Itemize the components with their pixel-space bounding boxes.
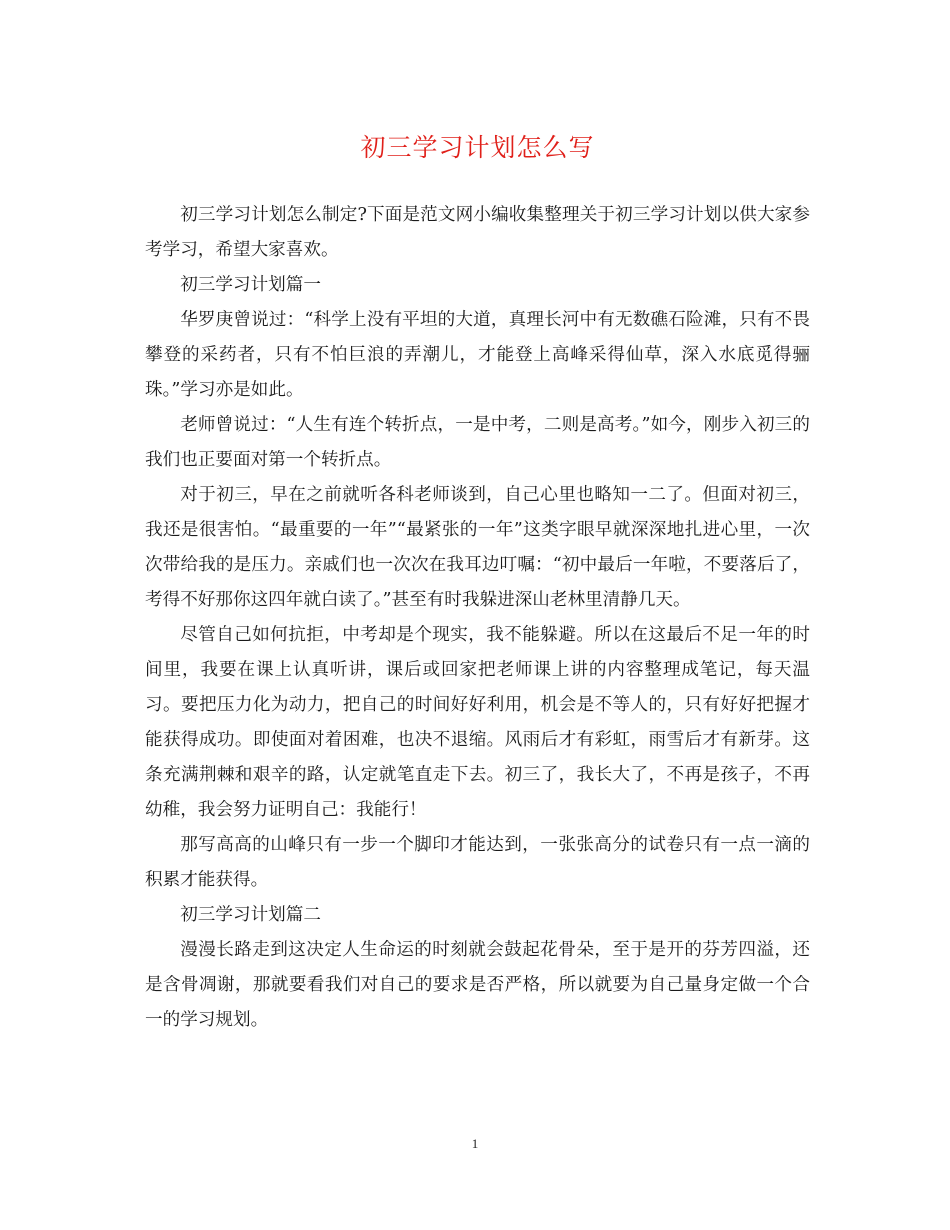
page-number: 1 — [471, 1136, 479, 1151]
document-body — [145, 198, 810, 1038]
section-heading-part-one: 初三学习计划篇一 — [180, 275, 321, 295]
section-heading-part-two: 初三学习计划篇二 — [180, 905, 321, 925]
paragraph-quote-hua-luogeng: 华罗庚曾说过：“科学上没有平坦的大道，真理长河中有无数礁石险滩，只有不畏攀登的采药者，只有不怕巨浪的弄潮儿，才能登上高峰采得仙草，深入水底觅得骊珠。”学习亦是如此。 — [145, 310, 810, 400]
paragraph-intro: 初三学习计划怎么制定?下面是范文网小编收集整理关于初三学习计划以供大家参考学习，希望大家喜欢。 — [145, 205, 810, 260]
paragraph-pressure: 对于初三，早在之前就听各科老师谈到，自己心里也略知一二了。但面对初三，我还是很害怕。“最重要的一年”“最紧张的一年”这类字眼早就深深地扎进心里，一次次带给我的是压力。亲戚们也一次次在我耳边叮嘱：“初中最后一年啦，不要落后了，考得不好那你这四年就白读了。”甚至有时我躲进深山老林里清静几天。 — [145, 485, 810, 610]
paragraph-long-road: 漫漫长路走到这决定人生命运的时刻就会鼓起花骨朵，至于是开的芬芳四溢，还是含骨凋谢，那就要看我们对自己的要求是否严格，所以就要为自己量身定做一个合一的学习规划。 — [145, 940, 810, 1030]
document-title: 初三学习计划怎么写 — [360, 133, 595, 162]
paragraph-plan: 尽管自己如何抗拒，中考却是个现实，我不能躲避。所以在这最后不足一年的时间里，我要在课上认真听讲，课后或回家把老师课上讲的内容整理成笔记，每天温习。要把压力化为动力，把自己的时间好好利用，机会是不等人的，只有好好把握才能获得成功。即使面对着困难，也决不退缩。风雨后才有彩虹，雨雪后才有新芽。这条充满荆棘和艰辛的路，认定就笔直走下去。初三了，我长大了，不再是孩子，不再幼稚，我会努力证明自己：我能行！ — [145, 625, 810, 820]
paragraph-teacher-quote: 老师曾说过：“人生有连个转折点，一是中考，二则是高考。”如今，刚步入初三的我们也正要面对第一个转折点。 — [145, 415, 810, 470]
paragraph-mountain: 那写高高的山峰只有一步一个脚印才能达到，一张张高分的试卷只有一点一滴的积累才能获得。 — [145, 835, 810, 890]
